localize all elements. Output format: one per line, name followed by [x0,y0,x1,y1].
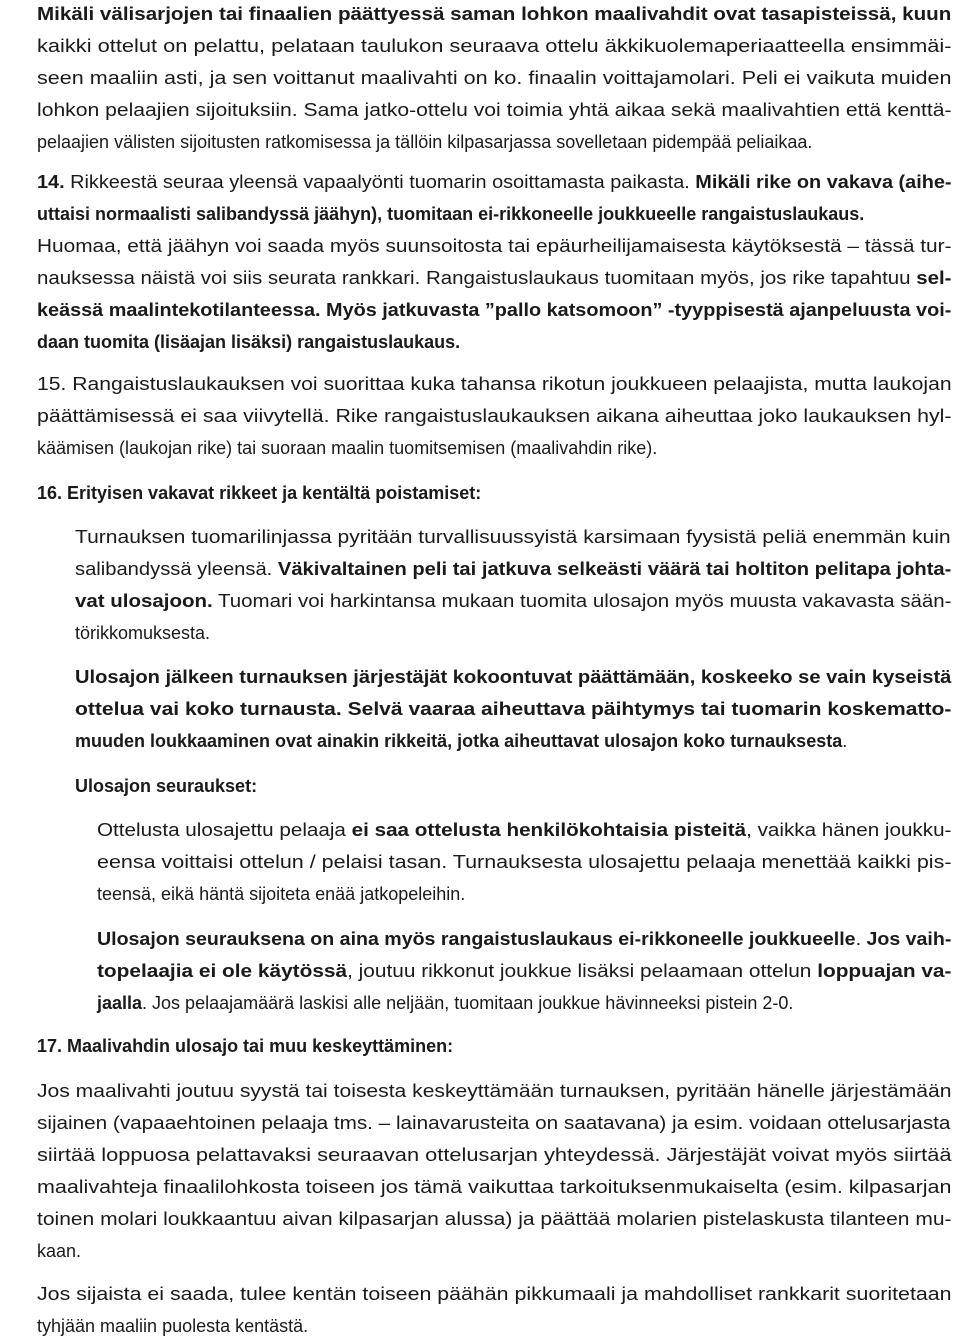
text-line [75,526,951,548]
bold-text: daan tuomita (lisäajan lisäksi) rangaistuslaukaus. [37,332,461,352]
text-line [97,883,465,905]
text: Huomaa, että jäähyn voi saada myös suunsoitosta tai epäurheilijamaisesta käytöksestä – tässä tur- [37,236,952,256]
text-line [37,405,951,427]
text-line [37,299,951,321]
bold-text: Ulosajon seurauksena on aina myös rangaistuslaukaus ei-rikkoneelle joukkueelle [97,929,856,949]
text-line [37,437,657,459]
bold-text: Väkivaltainen peli tai jatkuva selkeästi väärä tai holtiton pelitapa johta- [277,559,952,579]
text: . [842,731,848,751]
text: Jos sijaista ei saada, tulee kentän toiseen päähän pikkumaali ja mahdolliset rankkarit suoritetaan [37,1284,952,1304]
text: Turnauksen tuomarilinjassa pyritään turvallisuussyistä karsimaan fyysistä peliä enemmän kuin [75,527,951,547]
text: lohkon pelaajien sijoituksiin. [37,100,304,120]
text-line [37,235,952,257]
text: pelaajien välisten sijoitusten ratkomisessa ja tällöin kilpasarjassa sovelletaan pidempää peliaikaa. [37,132,813,152]
bold-text: vat ulosajoon. [75,591,213,611]
text: Tuomari voi harkintansa mukaan tuomita ulosajon myös muusta vakavasta sään- [212,591,952,611]
bold-text: topelaajia ei ole käytössä [97,961,348,981]
bold-text: muuden loukkaaminen ovat ainakin rikkeitä, jotka aiheuttavat ulosajon koko turnauksesta [75,731,843,751]
text-line [75,775,257,797]
text: . Jos pelaajamäärä laskisi alle neljään, tuomitaan joukkue hävinneeksi pistein 2-0. [142,993,794,1013]
text-line [37,1080,951,1102]
text-line [97,992,793,1014]
text: sijainen (vapaaehtoinen pelaaja tms. – lainavarusteita on saatavana) ja esim. voidaan ottelusarjasta [37,1113,951,1133]
text: toinen molari loukkaantuu aivan kilpasarjan alussa) ja päättää molarien pistelaskusta tilanteen mu- [37,1209,952,1229]
text: , vaikka hänen joukku- [746,820,952,840]
text-line [37,67,951,89]
text-line [97,819,951,841]
text-line [37,35,952,57]
text-line [97,851,951,873]
bold-text: jaalla [97,993,143,1013]
text-line [97,928,951,950]
text-line [37,1315,308,1337]
text: 15. Rangaistuslaukauksen voi suorittaa kuka tahansa rikotun joukkueen pelaajista, mutta laukojan [37,374,952,394]
text: Jos maalivahti joutuu syystä tai toisesta keskeyttämään turnauksen, pyritään hänelle järjestämään [37,1081,952,1101]
bold-text: 14. [37,172,71,192]
text: Ottelusta ulosajettu pelaaja [97,820,352,840]
text-line [75,622,210,644]
text: eensa voittaisi ottelun / pelaisi tasan. Turnauksesta ulosajettu pelaaja menettää kaikki pis- [97,852,952,872]
bold-text: uttaisi normaalisti salibandyssä jäähyn), tuomitaan ei-rikkoneelle joukkueelle rangaistuslaukaus. [37,204,865,224]
text-line [75,590,951,612]
text: kaikki ottelut on pelattu, pelataan taulukon seuraava ottelu äkkikuolemaperiaatteella ensimmäi- [37,36,952,56]
text-line [75,698,951,720]
bold-text: Jos vaih- [866,929,952,949]
text-line [37,1240,81,1262]
text: . [855,929,867,949]
bold-text: Mikäli välisarjojen tai finaalien päättyessä saman lohkon maalivahdit ovat tasapisteissä, kuun [37,4,952,24]
text: maalivahteja finaalilohkosta toiseen jos tämä vaikuttaa tarkoituksenmukaiselta (esim. kilpasarjan [37,1177,952,1197]
text-line [37,3,951,25]
text-line [37,331,460,353]
bold-text: ottelua vai koko turnausta. Selvä vaaraa aiheuttava päihtymys tai tuomarin koskematto- [75,699,952,719]
text-line [97,960,951,982]
text-line [37,1112,950,1134]
text: teensä, eikä häntä sijoiteta enää jatkopeleihin. [97,884,466,904]
text-line [75,730,847,752]
text-line [37,99,952,121]
text-line [37,482,481,504]
text: , joutuu rikkonut joukkue lisäksi pelaamaan ottelun [347,961,818,981]
text-line [75,666,951,688]
text-line [37,203,864,225]
text: seen maaliin asti, ja sen voittanut maalivahti on ko. finaalin voittajamolari. Peli ei vaikuta muiden [37,68,952,88]
bold-text: Ulosajon seuraukset: [75,776,258,796]
text: nauksessa näistä voi siis seurata rankkari. [37,268,426,288]
text-line [37,373,952,395]
text: kaan. [37,1241,82,1261]
bold-text: 16. Erityisen vakavat rikkeet ja kentältä poistamiset: [37,483,482,503]
bold-text: Mikäli rike on vakava (aihe- [695,172,952,192]
bold-text: Myös jatkuvasta ”pallo katsomoon” -tyyppisestä ajanpeluusta voi- [326,300,952,320]
bold-text: 17. Maalivahdin ulosajo tai muu keskeyttäminen: [37,1036,454,1056]
text: käämisen (laukojan rike) tai suoraan maalin tuomitsemisen (maalivahdin rike). [37,438,658,458]
text: Rangaistuslaukaus tuomitaan myös, jos rike tapahtuu [425,268,917,288]
text: törikkomuksesta. [75,623,211,643]
bold-text: keässä maalintekotilanteessa. [37,300,321,320]
text-line [37,131,812,153]
text-line [37,1208,952,1230]
text: Rikkeestä seuraa yleensä vapaalyönti tuomarin osoittamasta paikasta. [70,172,696,192]
bold-text: ei saa ottelusta henkilökohtaisia pisteitä [351,820,747,840]
bold-text: Ulosajon jälkeen turnauksen järjestäjät kokoontuvat päättämään, koskeeko se vain kyseistä [75,667,952,687]
text-line [37,1035,453,1057]
text: tyhjään maaliin puolesta kentästä. [37,1316,309,1336]
text-line [37,267,952,289]
text-line [75,558,951,580]
text: päättämisessä ei saa viivytellä. Rike rangaistuslaukauksen aikana aiheuttaa joko laukauksen hyl- [37,406,952,426]
text-line [37,1144,951,1166]
text: Sama jatko-ottelu voi toimia yhtä aikaa sekä maalivahtien että kenttä- [303,100,952,120]
bold-text: sel- [916,268,952,288]
text: siirtää loppuosa pelattavaksi seuraavan ottelusarjan yhteydessä. Järjestäjät voivat myös siirtää [37,1145,952,1165]
text-line [37,171,952,193]
text: salibandyssä yleensä. [75,559,278,579]
text-line [37,1176,951,1198]
bold-text: loppuajan va- [817,961,952,981]
text-line [37,1283,952,1305]
